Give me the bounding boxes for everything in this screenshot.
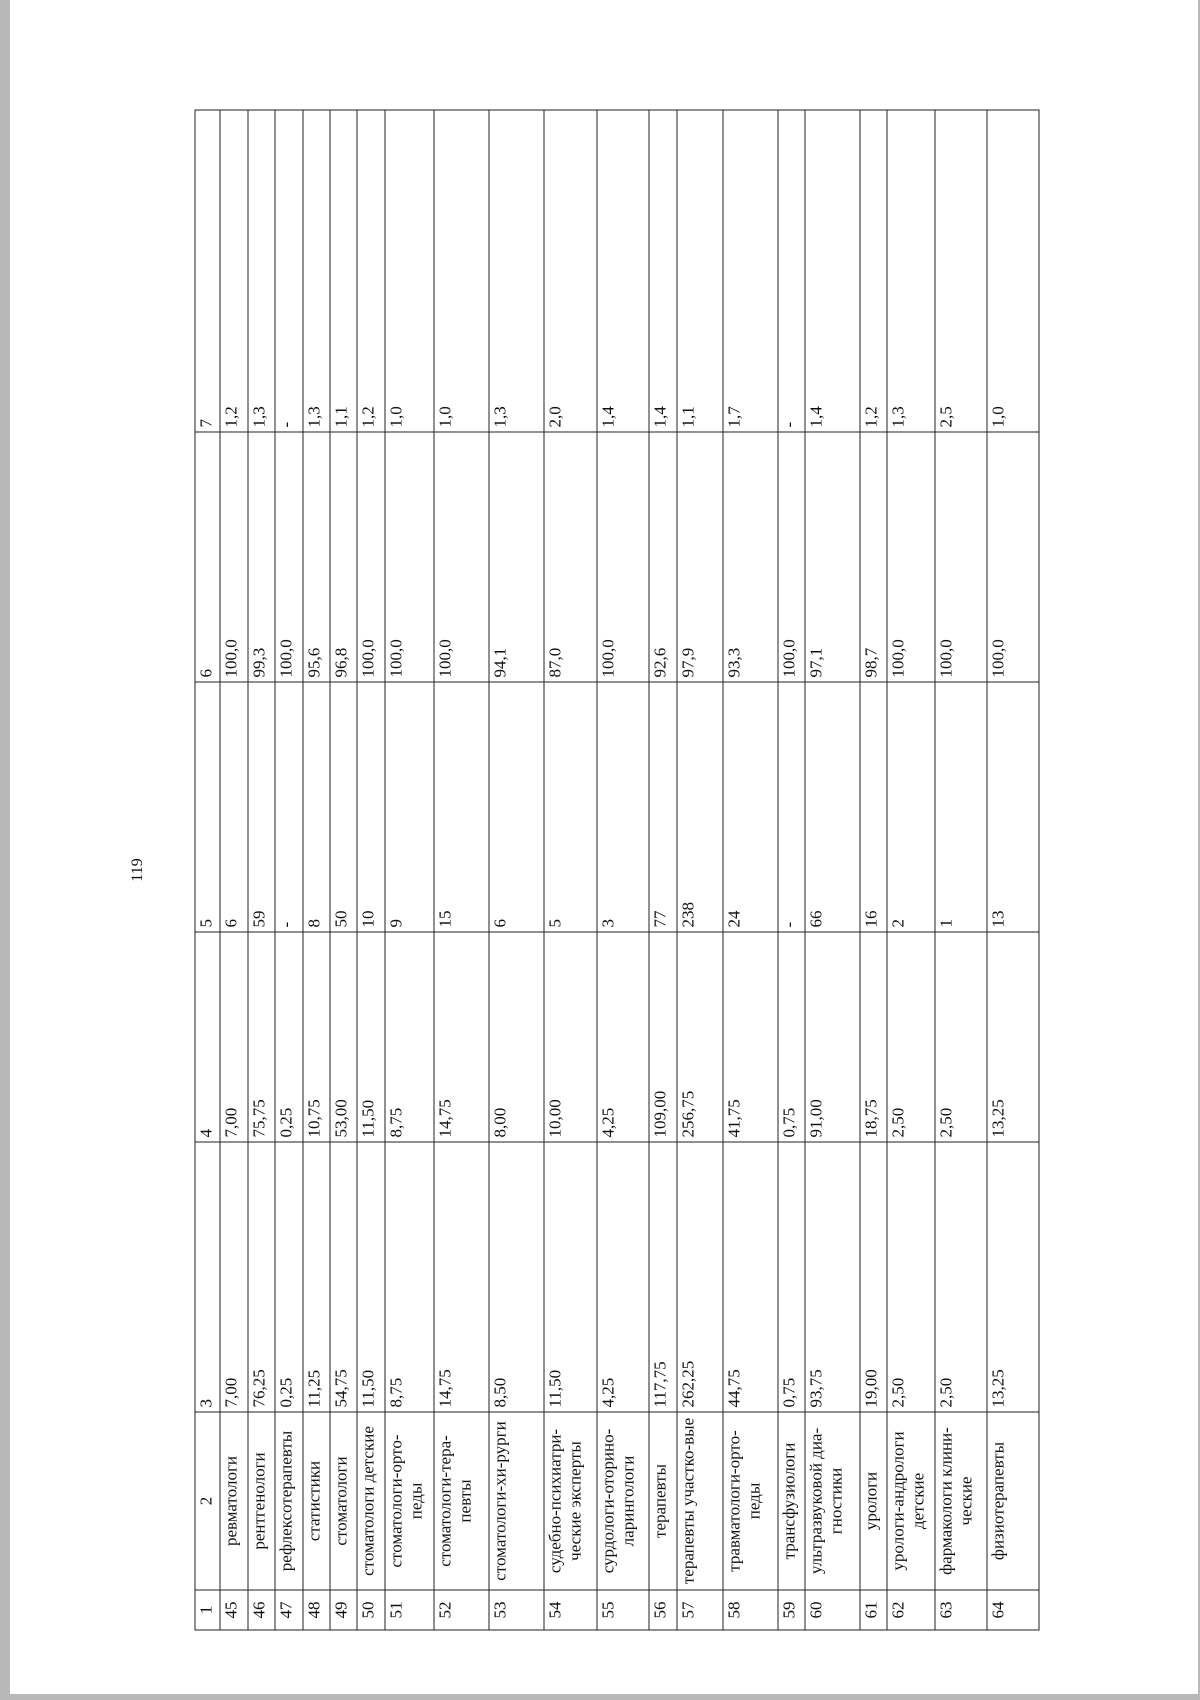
- col7-cell: 1,4: [649, 110, 676, 432]
- col6-cell: 97,1: [805, 432, 860, 682]
- row-number-cell: 47: [275, 1590, 302, 1630]
- col4-cell: 18,75: [860, 932, 887, 1142]
- col3-cell: 13,25: [987, 1142, 1039, 1412]
- table-row: [544, 110, 597, 1630]
- table-row: [935, 110, 988, 1630]
- specialty-cell: стоматологи-орто-педы: [385, 1412, 434, 1590]
- col5-cell: 15: [434, 682, 489, 932]
- col5-cell: 77: [649, 682, 676, 932]
- col6-cell: 100,0: [887, 432, 934, 682]
- col7-cell: 2,5: [935, 110, 988, 432]
- col5-cell: 3: [597, 682, 650, 932]
- col4-cell: 53,00: [330, 932, 357, 1142]
- staffing-table: [195, 110, 1040, 1631]
- col3-cell: 8,50: [489, 1142, 544, 1412]
- col4-cell: 256,75: [677, 932, 723, 1142]
- col3-cell: 11,50: [544, 1142, 597, 1412]
- col6-cell: 98,7: [860, 432, 887, 682]
- table-row: [887, 110, 934, 1630]
- row-number-cell: 60: [805, 1590, 860, 1630]
- header-cell-4: 4: [195, 932, 220, 1142]
- col7-cell: 1,0: [434, 110, 489, 432]
- specialty-cell: урологи: [860, 1412, 887, 1590]
- col6-cell: 93,3: [723, 432, 778, 682]
- row-number-cell: 52: [434, 1590, 489, 1630]
- col4-cell: 8,00: [489, 932, 544, 1142]
- header-cell-6: 6: [195, 432, 220, 682]
- table-row: [805, 110, 860, 1630]
- table-row: [489, 110, 544, 1630]
- col4-cell: 4,25: [597, 932, 650, 1142]
- col5-cell: 16: [860, 682, 887, 932]
- specialty-cell: стоматологи-тера-певты: [434, 1412, 489, 1590]
- row-number-cell: 46: [248, 1590, 275, 1630]
- col3-cell: 44,75: [723, 1142, 778, 1412]
- col4-cell: 7,00: [220, 932, 247, 1142]
- col4-cell: 13,25: [987, 932, 1039, 1142]
- row-number-cell: 48: [303, 1590, 330, 1630]
- col6-cell: 87,0: [544, 432, 597, 682]
- col5-cell: 66: [805, 682, 860, 932]
- col3-cell: 0,25: [275, 1142, 302, 1412]
- row-number-cell: 51: [385, 1590, 434, 1630]
- col5-cell: -: [778, 682, 805, 932]
- table-row: [385, 110, 434, 1630]
- table-row: [723, 110, 778, 1630]
- table-row: [649, 110, 676, 1630]
- row-number-cell: 54: [544, 1590, 597, 1630]
- col3-cell: 0,75: [778, 1142, 805, 1412]
- table-row: [330, 110, 357, 1630]
- col6-cell: 96,8: [330, 432, 357, 682]
- col3-cell: 4,25: [597, 1142, 650, 1412]
- row-number-cell: 53: [489, 1590, 544, 1630]
- table-row: [357, 110, 384, 1630]
- table-row: [677, 110, 723, 1630]
- header-cell-5: 5: [195, 682, 220, 932]
- col7-cell: 1,2: [357, 110, 384, 432]
- col7-cell: 1,0: [987, 110, 1039, 432]
- col3-cell: 93,75: [805, 1142, 860, 1412]
- specialty-cell: урологи-андрологи детские: [887, 1412, 934, 1590]
- col3-cell: 2,50: [935, 1142, 988, 1412]
- table-row: [597, 110, 650, 1630]
- col3-cell: 2,50: [887, 1142, 934, 1412]
- table-row: [303, 110, 330, 1630]
- col7-cell: 2,0: [544, 110, 597, 432]
- specialty-cell: фармакологи клини-ческие: [935, 1412, 988, 1590]
- col7-cell: 1,0: [385, 110, 434, 432]
- col5-cell: 59: [248, 682, 275, 932]
- specialty-cell: сурдологи-оторино-ларингологи: [597, 1412, 650, 1590]
- specialty-cell: травматологи-орто-педы: [723, 1412, 778, 1590]
- col7-cell: 1,7: [723, 110, 778, 432]
- table-row: [987, 110, 1039, 1630]
- row-number-cell: 62: [887, 1590, 934, 1630]
- col6-cell: 100,0: [987, 432, 1039, 682]
- header-cell-3: 3: [195, 1142, 220, 1412]
- col6-cell: 100,0: [597, 432, 650, 682]
- table-row: [248, 110, 275, 1630]
- col6-cell: 92,6: [649, 432, 676, 682]
- col5-cell: 1: [935, 682, 988, 932]
- specialty-cell: статистики: [303, 1412, 330, 1590]
- col5-cell: 10: [357, 682, 384, 932]
- row-number-cell: 58: [723, 1590, 778, 1630]
- col7-cell: 1,4: [597, 110, 650, 432]
- header-cell-7: 7: [195, 110, 220, 432]
- col5-cell: 6: [489, 682, 544, 932]
- col3-cell: 8,75: [385, 1142, 434, 1412]
- col5-cell: 13: [987, 682, 1039, 932]
- col3-cell: 76,25: [248, 1142, 275, 1412]
- col6-cell: 100,0: [434, 432, 489, 682]
- rotated-table-container: [195, 111, 1040, 1631]
- col4-cell: 10,00: [544, 932, 597, 1142]
- col6-cell: 95,6: [303, 432, 330, 682]
- specialty-cell: ультразвуковой диа-гностики: [805, 1412, 860, 1590]
- table-body: [195, 110, 1039, 1630]
- specialty-cell: терапевты участко-вые: [677, 1412, 723, 1590]
- specialty-cell: терапевты: [649, 1412, 676, 1590]
- col3-cell: 117,75: [649, 1142, 676, 1412]
- row-number-cell: 55: [597, 1590, 650, 1630]
- specialty-cell: рефлексотерапевты: [275, 1412, 302, 1590]
- col7-cell: 1,3: [303, 110, 330, 432]
- row-number-cell: 45: [220, 1590, 247, 1630]
- table-row: [434, 110, 489, 1630]
- col7-cell: 1,1: [330, 110, 357, 432]
- specialty-cell: стоматологи детские: [357, 1412, 384, 1590]
- col6-cell: 100,0: [357, 432, 384, 682]
- col4-cell: 0,25: [275, 932, 302, 1142]
- specialty-cell: рентгенологи: [248, 1412, 275, 1590]
- col4-cell: 8,75: [385, 932, 434, 1142]
- col7-cell: 1,3: [887, 110, 934, 432]
- col3-cell: 7,00: [220, 1142, 247, 1412]
- col4-cell: 0,75: [778, 932, 805, 1142]
- col4-cell: 75,75: [248, 932, 275, 1142]
- col5-cell: 9: [385, 682, 434, 932]
- specialty-cell: трансфузиологи: [778, 1412, 805, 1590]
- col3-cell: 54,75: [330, 1142, 357, 1412]
- header-cell-2: 2: [195, 1412, 220, 1590]
- table-header-row: [195, 110, 220, 1630]
- header-cell-1: 1: [195, 1590, 220, 1630]
- col7-cell: 1,4: [805, 110, 860, 432]
- row-number-cell: 63: [935, 1590, 988, 1630]
- col6-cell: 100,0: [935, 432, 988, 682]
- col3-cell: 11,50: [357, 1142, 384, 1412]
- row-number-cell: 64: [987, 1590, 1039, 1630]
- row-number-cell: 50: [357, 1590, 384, 1630]
- table-row: [220, 110, 247, 1630]
- col5-cell: 8: [303, 682, 330, 932]
- row-number-cell: 57: [677, 1590, 723, 1630]
- specialty-cell: стоматологи: [330, 1412, 357, 1590]
- col7-cell: -: [778, 110, 805, 432]
- col4-cell: 91,00: [805, 932, 860, 1142]
- specialty-cell: судебно-психиатри-ческие эксперты: [544, 1412, 597, 1590]
- page-number: 119: [129, 858, 146, 882]
- col5-cell: 2: [887, 682, 934, 932]
- col6-cell: 100,0: [778, 432, 805, 682]
- col7-cell: -: [275, 110, 302, 432]
- col5-cell: -: [275, 682, 302, 932]
- col6-cell: 100,0: [275, 432, 302, 682]
- col5-cell: 238: [677, 682, 723, 932]
- specialty-cell: физиотерапевты: [987, 1412, 1039, 1590]
- col6-cell: 100,0: [385, 432, 434, 682]
- row-number-cell: 61: [860, 1590, 887, 1630]
- col5-cell: 6: [220, 682, 247, 932]
- col4-cell: 2,50: [887, 932, 934, 1142]
- col5-cell: 5: [544, 682, 597, 932]
- table-row: [275, 110, 302, 1630]
- table-row: [860, 110, 887, 1630]
- specialty-cell: стоматологи-хи-рурги: [489, 1412, 544, 1590]
- col6-cell: 99,3: [248, 432, 275, 682]
- col6-cell: 100,0: [220, 432, 247, 682]
- col4-cell: 109,00: [649, 932, 676, 1142]
- col3-cell: 262,25: [677, 1142, 723, 1412]
- col5-cell: 50: [330, 682, 357, 932]
- col7-cell: 1,2: [220, 110, 247, 432]
- col4-cell: 10,75: [303, 932, 330, 1142]
- col7-cell: 1,3: [489, 110, 544, 432]
- col6-cell: 94,1: [489, 432, 544, 682]
- col6-cell: 97,9: [677, 432, 723, 682]
- row-number-cell: 59: [778, 1590, 805, 1630]
- row-number-cell: 49: [330, 1590, 357, 1630]
- col4-cell: 2,50: [935, 932, 988, 1142]
- col4-cell: 11,50: [357, 932, 384, 1142]
- col5-cell: 24: [723, 682, 778, 932]
- row-number-cell: 56: [649, 1590, 676, 1630]
- col7-cell: 1,2: [860, 110, 887, 432]
- col3-cell: 11,25: [303, 1142, 330, 1412]
- col4-cell: 41,75: [723, 932, 778, 1142]
- table-row: [778, 110, 805, 1630]
- col4-cell: 14,75: [434, 932, 489, 1142]
- col7-cell: 1,1: [677, 110, 723, 432]
- specialty-cell: ревматологи: [220, 1412, 247, 1590]
- col7-cell: 1,3: [248, 110, 275, 432]
- col3-cell: 14,75: [434, 1142, 489, 1412]
- col3-cell: 19,00: [860, 1142, 887, 1412]
